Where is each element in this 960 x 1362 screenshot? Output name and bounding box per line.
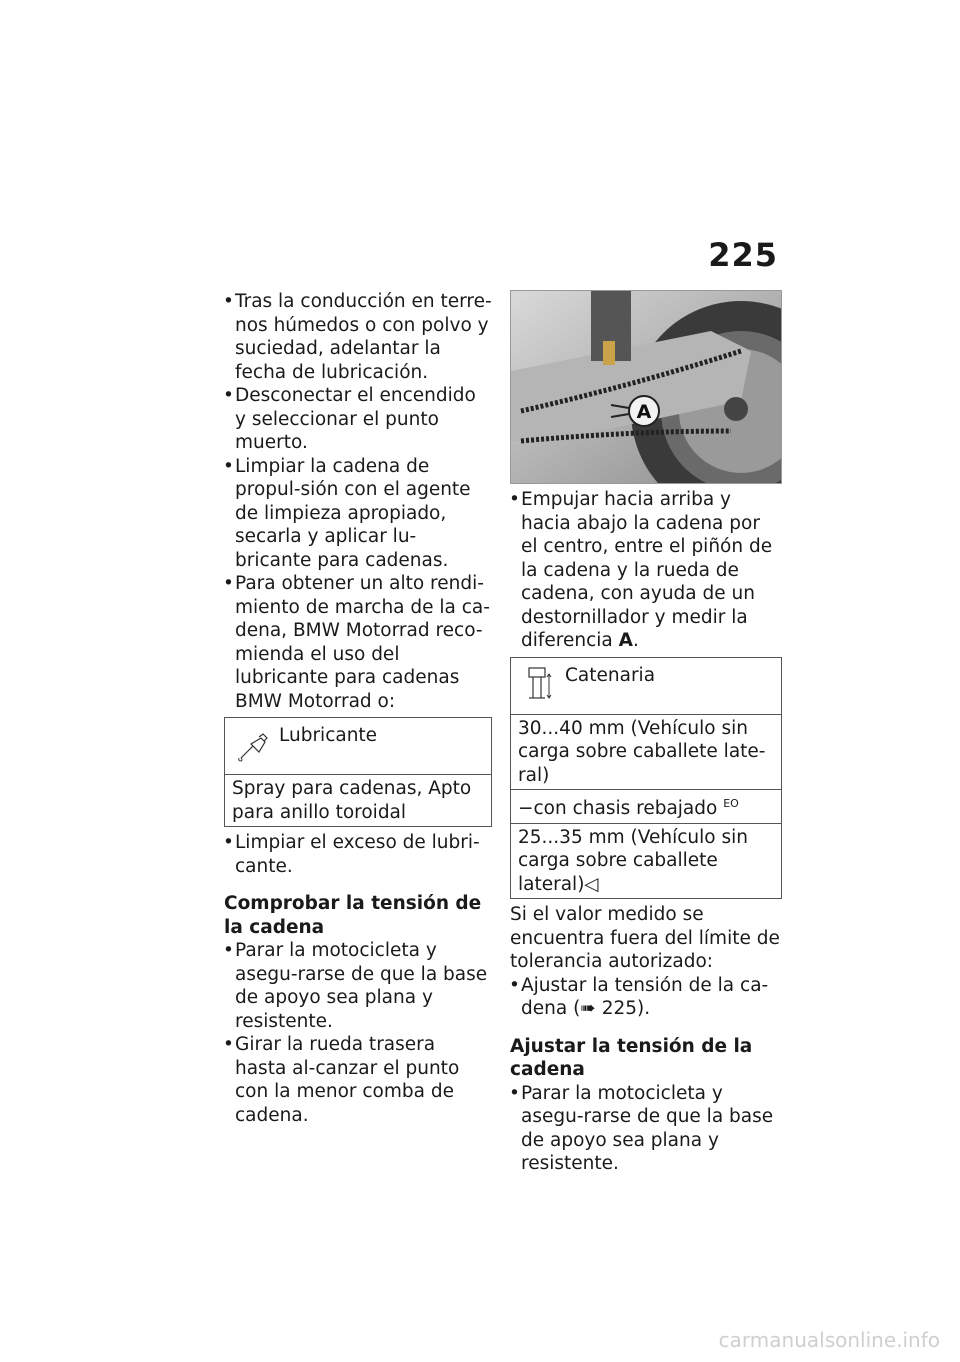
sag-box-header — [511, 658, 781, 715]
list-item: • Girar la rueda trasera hasta al-canzar el punto con la menor comba de cadena. — [224, 1033, 492, 1127]
sag-title: Catenaria — [565, 664, 656, 686]
sag-row: 25...35 mm (Vehículo sin carga sobre caballete lateral)◁ — [518, 826, 748, 895]
footer-watermark: carmanualsonline.info — [718, 1328, 940, 1352]
chain-photo — [510, 290, 782, 484]
list-item: • Ajustar la tensión de la ca-dena (➠ 225). — [510, 974, 782, 1021]
right-column — [510, 290, 782, 1176]
lubricant-title: Lubricante — [279, 725, 378, 746]
list-item: • Limpiar el exceso de lubri-cante. — [224, 831, 492, 878]
list-item: • Empujar hacia arriba y hacia abajo la cadena por el centro, entre el piñón de la cadena y la rueda de cadena, con ayuda de un destornillador y medir la diferencia A. — [510, 488, 782, 653]
list-item: • Parar la motocicleta y asegu-rarse de que la base de apoyo sea plana y resistente. — [224, 939, 492, 1033]
paragraph: Si el valor medido se encuentra fuera del límite de tolerancia autorizado: — [510, 904, 780, 973]
list-item: • Para obtener un alto rendi-miento de marcha de la ca-dena, BMW Motorrad reco-mienda el uso del lubricante para cadenas BMW Motorrad o: — [224, 572, 492, 713]
lubricant-body: Spray para cadenas, Apto para anillo toroidal — [232, 778, 472, 823]
measure-icon — [519, 664, 559, 704]
list-item: • Parar la motocicleta y asegu-rarse de que la base de apoyo sea plana y resistente. — [510, 1082, 782, 1176]
lubricant-box — [224, 717, 492, 827]
lubricant-box-header — [225, 718, 491, 775]
oil-can-icon — [233, 724, 273, 764]
section-heading: Comprobar la tensión de la cadena — [224, 893, 482, 938]
left-column — [224, 290, 492, 1127]
cross-ref-arrow-icon: ➠ — [580, 998, 596, 1020]
section-heading: Ajustar la tensión de la cadena — [510, 1035, 753, 1081]
sag-row: 30...40 mm (Vehículo sin carga sobre caballete late-ral) — [511, 715, 781, 791]
sag-row: −con chasis rebajado $^{EO}$ — [511, 790, 781, 824]
list-item: • Desconectar el encendido y seleccionar el punto muerto. — [224, 384, 492, 455]
list-item: • Limpiar la cadena de propul-sión con el agente de limpieza apropiado, secarla y aplicar lu-bricante para cadenas. — [224, 455, 492, 573]
list-item: • Tras la conducción en terre-nos húmedos o con polvo y suciedad, adelantar la fecha de lubricación. — [224, 290, 492, 384]
sag-box — [510, 657, 782, 900]
page-number: 225 — [708, 236, 778, 274]
photo-label-a: A — [636, 401, 652, 423]
